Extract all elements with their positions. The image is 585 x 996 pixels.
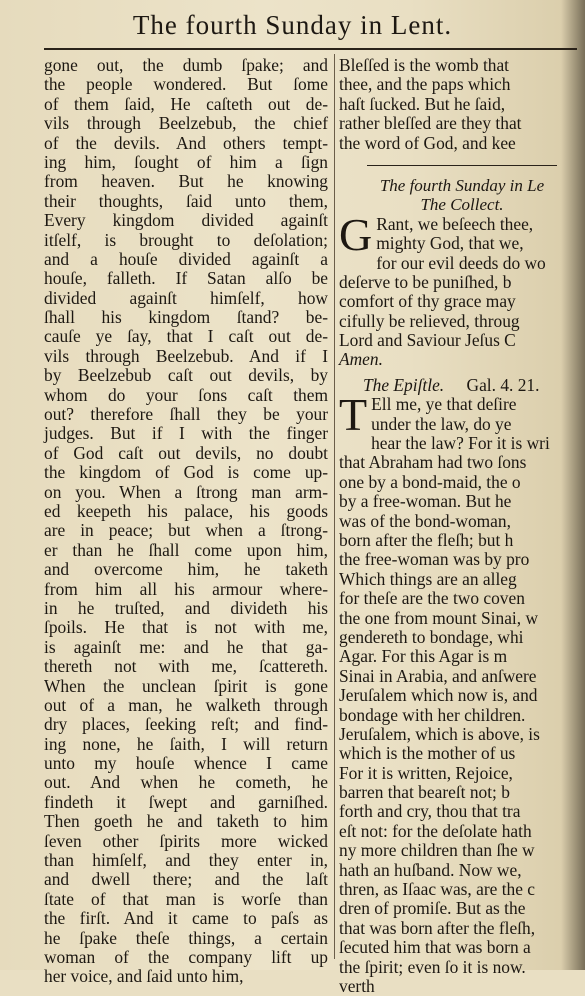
text-line: judges. But if I with the finger <box>44 423 328 444</box>
text-line: and dwell there; and the laſt <box>44 869 328 890</box>
text-line: cauſe ye ſay, that I caſt out de- <box>44 326 328 347</box>
epistle-line: Which things are an alleg <box>339 568 517 589</box>
epistle-line: bondage with her children. <box>339 704 526 725</box>
text-line: dry places, ſeeking reſt; and find- <box>44 714 328 735</box>
epistle-line: hath an huſband. Now we, <box>339 859 522 880</box>
epistle-line: Agar. For this Agar is m <box>339 646 508 667</box>
text-line: of them ſaid, He caſteth out de- <box>44 93 328 114</box>
collect-line: Rant, we beſeech thee, <box>376 213 534 234</box>
running-title: The fourth Sunday in Lent. <box>132 10 453 40</box>
text-line: ſpoils. He that is not with me, <box>44 617 328 638</box>
epistle-line: barren that beareſt not; b <box>339 782 510 803</box>
text-line: than himſelf, and they enter in, <box>44 850 328 871</box>
collect-line: for our evil deeds do wo <box>376 252 546 273</box>
text-line: her voice, and ſaid unto him, <box>44 966 244 987</box>
left-column <box>44 56 328 987</box>
epistle-line: Jeruſalem which now is, and <box>339 685 538 706</box>
text-line: the firſt. And it came to paſs as <box>44 908 328 929</box>
epistle-line: thren, as Iſaac was, are the c <box>339 879 536 900</box>
collect-dropcap: G <box>339 208 373 260</box>
text-line: ſhall his kingdom ſtand? be- <box>44 307 328 328</box>
text-line: ed keepeth his palace, his goods <box>44 500 328 521</box>
collect-subheading: The Collect. <box>420 195 504 215</box>
text-line: thee, and the paps which <box>339 74 511 95</box>
text-line: the people wondered. But ſome <box>44 74 328 95</box>
text-line: their thoughts, ſaid unto them, <box>44 190 328 211</box>
text-line: by Beelzebub caſt out devils, by <box>44 365 328 386</box>
epistle-line: the free-woman was by pro <box>339 549 530 570</box>
epistle-line: For it is written, Rejoice, <box>339 762 513 783</box>
text-line: gone out, the dumb ſpake; and <box>44 55 328 75</box>
text-line: ſtate of that man is worſe than <box>44 888 328 909</box>
collect-heading: The fourth Sunday in Le <box>379 175 545 195</box>
epistle-line: the one from mount Sinai, w <box>339 607 538 628</box>
epistle-line: under the law, do ye <box>371 413 512 434</box>
epistle-line: Ell me, ye that deſire <box>371 394 517 415</box>
text-line: are in peace; but when a ſtrong- <box>44 520 328 541</box>
epistle-line: forth and cry, thou that tra <box>339 801 521 822</box>
text-line: of God caſt out devils, no doubt <box>44 442 328 463</box>
collect-block <box>339 208 585 370</box>
collect-line: mighty God, that we, <box>376 233 524 254</box>
epistle-line: born after the fleſh; but h <box>339 529 514 550</box>
text-line: ing him, ſought of him a ſign <box>44 151 328 172</box>
gospel-continuation <box>339 56 585 153</box>
section-rule <box>367 165 557 166</box>
text-line: er than he ſhall come upon him, <box>44 539 328 560</box>
text-line: out of a man, he walketh through <box>44 694 328 715</box>
text-line: Every kingdom divided againſt <box>44 210 328 231</box>
text-line: from heaven. But he knowing <box>44 171 328 192</box>
text-line: Bleſſed is the womb that <box>339 55 510 75</box>
epistle-heading-row <box>339 376 585 395</box>
text-line: ſeven other ſpirits more wicked <box>44 830 328 851</box>
text-line: Then goeth he and taketh to him <box>44 811 328 832</box>
text-line: haſt ſucked. But he ſaid, <box>339 93 506 114</box>
text-line: on you. When a ſtrong man arm- <box>44 481 328 502</box>
text-line: is againſt me: and he that ga- <box>44 636 328 657</box>
text-line: in he truſted, and divideth his <box>44 597 328 618</box>
epistle-line: which is the mother of us <box>339 743 516 764</box>
column-divider <box>334 54 335 959</box>
text-line: whom do your ſons caſt them <box>44 384 328 405</box>
epistle-line: Sinai in Arabia, and anſwere <box>339 665 537 686</box>
epistle-line: hear the law? For it is wri <box>371 433 550 454</box>
text-line: of the devils. And others tempt- <box>44 132 328 153</box>
right-column <box>339 56 585 996</box>
collect-text <box>339 208 585 370</box>
epistle-dropcap: T <box>339 389 368 441</box>
epistle-line: by a free-woman. But he <box>339 491 512 512</box>
text-line: the word of God, and kee <box>339 132 516 153</box>
epistle-heading: The Epiſtle. <box>363 374 445 395</box>
epistle-line: that was born after the fleſh, <box>339 917 536 938</box>
epistle-line: dren of promiſe. But as the <box>339 898 526 919</box>
epistle-line: eſt not: for the deſolate hath <box>339 820 532 841</box>
text-line: out? therefore ſhall they be your <box>44 404 328 425</box>
collect-line: cifully be relieved, throug <box>339 310 520 331</box>
epistle-line: gendereth to bondage, whi <box>339 626 524 647</box>
text-line: unto my houſe whence I came <box>44 753 328 774</box>
text-line: the kingdom of God is come up- <box>44 462 328 483</box>
text-line: and overcome him, he taketh <box>44 559 328 580</box>
epistle-line: was of the bond-woman, <box>339 510 511 531</box>
text-line: woman of the company lift up <box>44 946 328 967</box>
epistle-line: for theſe are the two coven <box>339 588 525 609</box>
text-line: he ſpake theſe things, a certain <box>44 927 328 948</box>
header-rule <box>44 48 577 50</box>
collect-line: deſerve to be puniſhed, b <box>339 271 512 292</box>
epistle-line: ſecuted him that was born a <box>339 937 531 958</box>
collect-line: Lord and Saviour Jeſus C <box>339 330 516 351</box>
epistle-line: the ſpirit; even ſo it is now. <box>339 956 526 977</box>
text-line: and a houſe divided againſt a <box>44 248 328 269</box>
collect-line: Amen. <box>339 349 383 370</box>
text-line: from him all his armour where- <box>44 578 328 599</box>
text-line: vils through Beelzebub, the chief <box>44 113 328 134</box>
text-line: out. And when he cometh, he <box>44 772 328 793</box>
epistle-line: that Abraham had two ſons <box>339 452 527 473</box>
text-line: rather bleſſed are they that <box>339 113 522 134</box>
text-line: houſe, falleth. If Satan alſo be <box>44 268 328 289</box>
text-line: divided againſt himſelf, how <box>44 287 328 308</box>
epistle-line: Jeruſalem, which is above, is <box>339 723 540 744</box>
text-line: thereth not with me, ſcattereth. <box>44 656 328 677</box>
text-line: When the unclean ſpirit is gone <box>44 675 328 696</box>
collect-line: comfort of thy grace may <box>339 291 516 312</box>
epistle-block <box>339 389 585 996</box>
page-header <box>0 0 585 50</box>
epistle-line: verth <box>339 975 375 996</box>
text-line: ing none, he ſaith, I will return <box>44 733 328 754</box>
text-line: itſelf, is brought to deſolation; <box>44 229 328 250</box>
text-line: findeth it ſwept and garniſhed. <box>44 791 328 812</box>
epistle-text <box>339 389 585 996</box>
text-line: vils through Beelzebub. And if I <box>44 345 328 366</box>
epistle-line: ny more children than ſhe w <box>339 840 535 861</box>
epistle-line: one by a bond-maid, the o <box>339 471 521 492</box>
epistle-reference: Gal. 4. 21. <box>466 374 540 395</box>
